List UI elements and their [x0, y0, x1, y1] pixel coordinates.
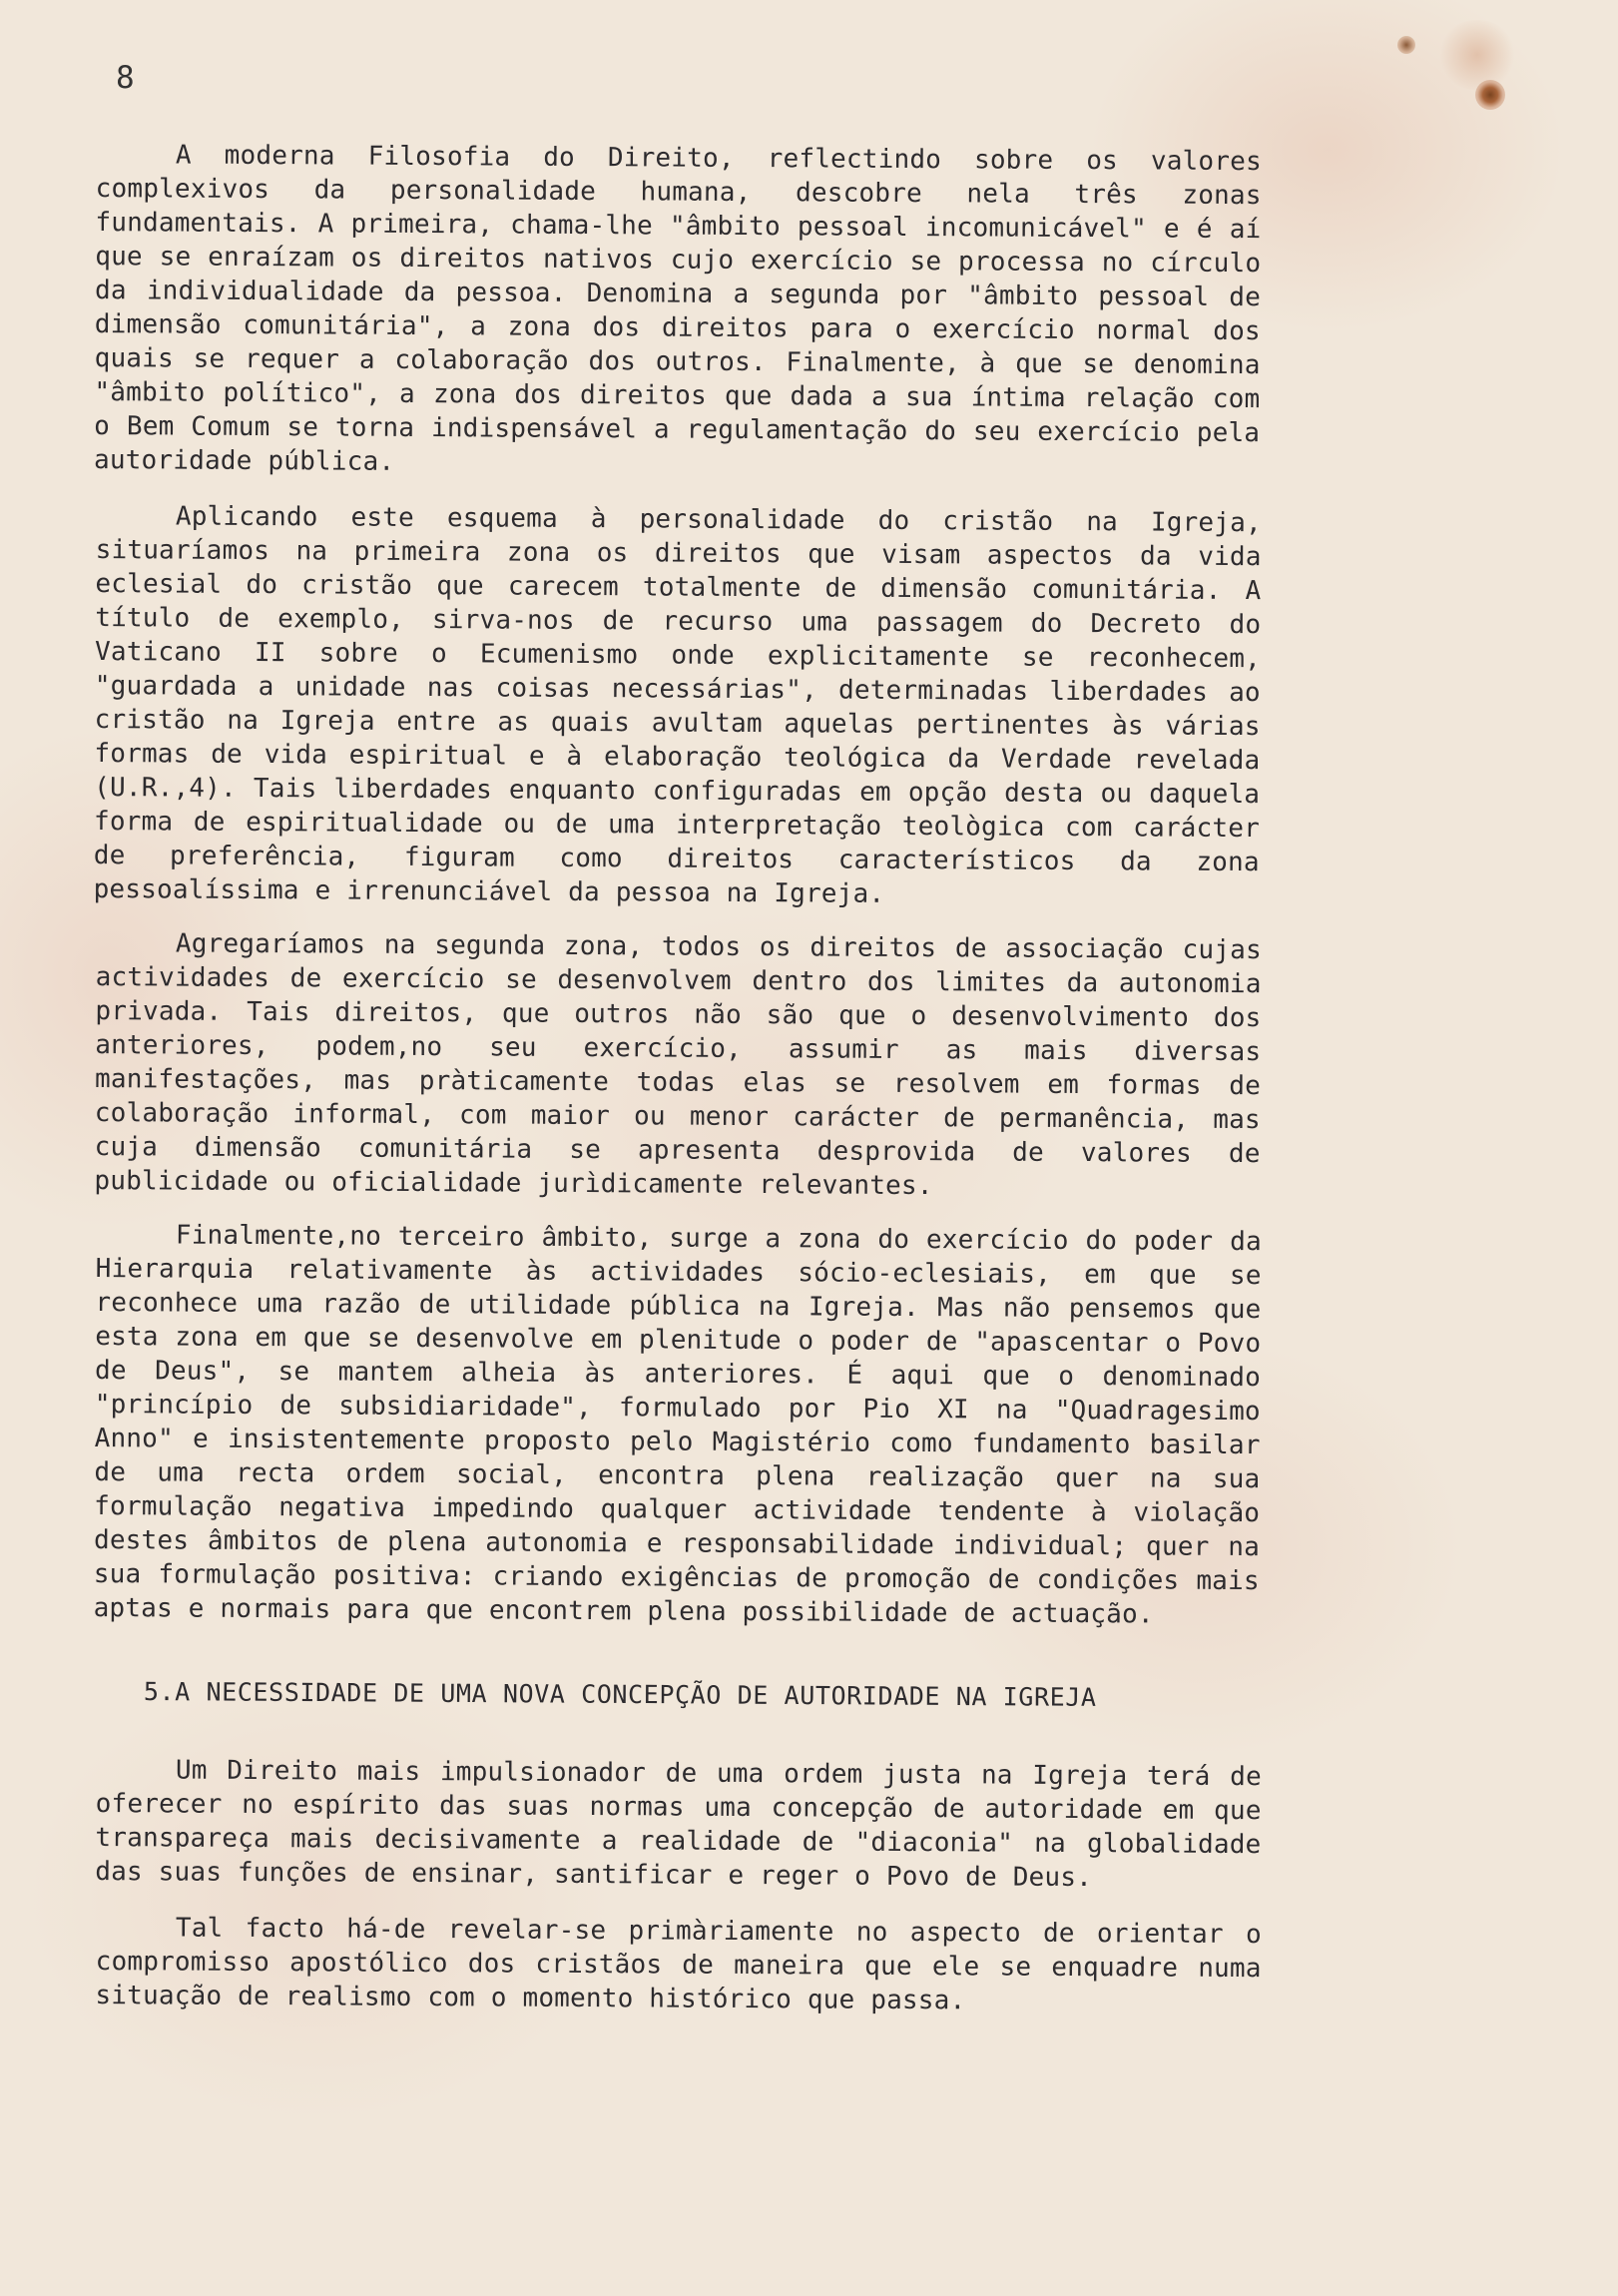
paragraph: Um Direito mais impulsionador de uma ordem justa na Igreja terá de oferecer no espírito das suas normas uma concepção de autoridade em que transpareça mais decisivamente a realidade de "diaconia" na globalidade das suas funções de ensinar, santificar e reger o Povo de Deus. [95, 1755, 1262, 1894]
paragraph: Finalmente,no terceiro âmbito, surge a zona do exercício do poder da Hierarquia relativamente às actividades sócio-eclesiais, em que se reconhece uma razão de utilidade pública na Igreja. Mas não pensemos que esta zona em que se desenvolve em plenitude o poder de "apascentar o Povo de Deus", se mantem alheia às anteriores. É aqui que o denominado "princípio de subsidiaridade", formulado por Pio XI na "Quadragesimo Anno" e insistentemente proposto pelo Magistério como fundamento basilar de uma recta ordem social, encontra plena realização quer na sua formulação negativa impedindo qualquer actividade tendente à violação destes âmbitos de plena autonomia e responsabilidade individual; quer na sua formulação positiva: criando exigências de promoção de condições mais aptas e normais para que encontrem plena possibilidade de actuação. [93, 1220, 1262, 1630]
paragraph: A moderna Filosofia do Direito, reflectindo sobre os valores complexivos da personalidade humana, descobre nela três zonas fundamentais. A primeira, chama-lhe "âmbito pessoal incomunicável" e é aí que se enraízam os direitos nativos cujo exercício se processa no círculo da individualidade da pessoa. Denomina a segunda por "âmbito pessoal de dimensão comunitária", a zona dos direitos para o exercício normal dos quais se requer a colaboração dos outros. Finalmente, à que se denomina "âmbito político", a zona dos direitos que dada a sua íntima relação com o Bem Comum se torna indispensável a regulamentação do seu exercício pela autoridade pública. [93, 140, 1262, 477]
page-number: 8 [116, 60, 136, 96]
document-body [93, 138, 1262, 2016]
paragraph: Agregaríamos na segunda zona, todos os direitos de associação cujas actividades de exercício se desenvolvem dentro dos limites da autonomia privada. Tais direitos, que outros não são que o desenvolvimento dos anteriores, podem,no seu exercício, assumir as mais diversas manifestações, mas pràticamente todas elas se resolvem em formas de colaboração informal, com maior ou menor carácter de permanência, mas cuja dimensão comunitária se apresenta desprovida de valores de publicidade ou oficialidade jurìdicamente relevantes. [94, 928, 1262, 1202]
paper-stain [1437, 20, 1517, 90]
section-heading: 5.A NECESSIDADE DE UMA NOVA CONCEPÇÃO DE AUTORIDADE NA IGREJA [143, 1677, 1097, 1712]
paper-stain [1475, 80, 1505, 110]
paper-stain [1397, 36, 1415, 54]
paragraph: Tal facto há-de revelar-se primàriamente no aspecto de orientar o compromisso apostólico dos cristãos de maneira que ele se enquadre numa situação de realismo com o momento histórico que passa. [95, 1913, 1262, 2016]
paragraph: Aplicando este esquema à personalidade do cristão na Igreja, situaríamos na primeira zona os direitos que visam aspectos da vida eclesial do cristão que carecem totalmente de dimensão comunitária. A título de exemplo, sirva-nos de recurso uma passagem do Decreto do Vaticano II sobre o Ecumenismo onde explicitamente se reconhecem, "guardada a unidade nas coisas necessárias", determinadas liberdades ao cristão na Igreja entre as quais avultam aquelas pertinentes às várias formas de vida espiritual e à elaboração teológica da Verdade revelada (U.R.,4). Tais liberdades enquanto configuradas em opção desta ou daquela forma de espiritualidade ou de uma interpretação teològica com carácter de preferência, figuram como direitos característicos da zona pessoalíssima e irrenunciável da pessoa na Igreja. [93, 501, 1262, 909]
